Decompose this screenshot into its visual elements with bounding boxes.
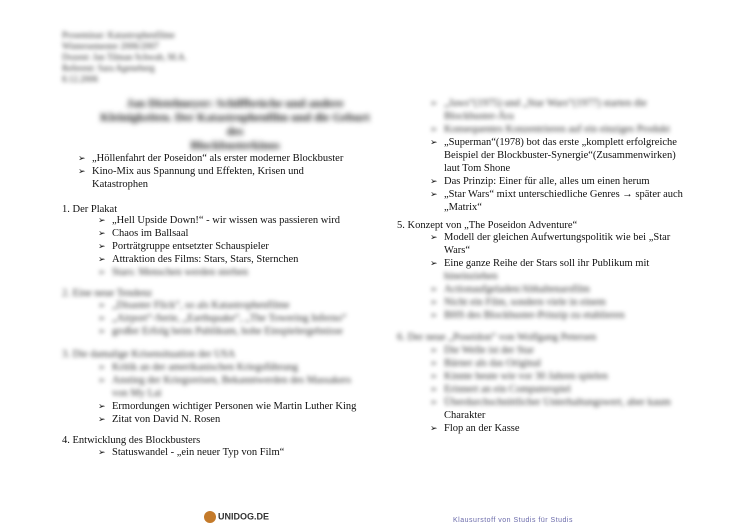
arrow-bullet-icon: ➢	[98, 267, 106, 277]
list-item: von My Lai	[112, 388, 162, 399]
section4-list	[98, 446, 284, 459]
header-line: Referent: Sara Ageneberg	[62, 63, 155, 73]
list-item: Katastrophen	[92, 179, 148, 190]
list-item: Modell der gleichen Aufwertungspolitik wie bei „Star	[444, 232, 671, 243]
list-item: Kinnte heute wie vor 30 Jahren spielen	[444, 371, 608, 382]
header-line: Proseminar: Katastrophenfilme	[62, 30, 175, 40]
list-item: Konsequentes Konzentrieren auf ein einziges Produkt	[444, 124, 670, 135]
section-heading: 4. Entwicklung des Blockbusters	[62, 435, 201, 446]
list-item: Beispiel der Blockbuster-Synergie“(Zusammenwirken)	[444, 150, 676, 161]
arrow-bullet-icon: ➢	[78, 166, 86, 176]
list-item: laut Tom Shone	[444, 163, 511, 174]
arrow-bullet-icon: ➢	[98, 313, 106, 323]
list-item: Eine ganze Reihe der Stars soll ihr Publikum mit	[444, 258, 650, 269]
list-item: „Höllenfahrt der Poseidon“ als erster moderner Blockbuster	[92, 153, 344, 164]
list-item: Die Welle ist der Star	[444, 345, 534, 356]
arrow-bullet-icon: ➢	[430, 397, 438, 407]
arrow-bullet-icon: ➢	[430, 358, 438, 368]
dog-logo-icon	[204, 511, 216, 523]
title-line: Jan Distelmeyer: Schiffbrüche und andere	[126, 96, 344, 110]
document-header	[62, 30, 187, 85]
arrow-bullet-icon: ➢	[98, 362, 106, 372]
arrow-bullet-icon: ➢	[430, 176, 438, 186]
list-item: Kino-Mix aus Spannung und Effekten, Krisen und	[92, 166, 304, 177]
arrow-bullet-icon: ➢	[78, 153, 86, 163]
list-item: „Matrix“	[444, 202, 482, 213]
arrow-bullet-icon: ➢	[98, 254, 106, 264]
list-item: „Jaws“(1975) und „Star Wars“(1977) starten die	[444, 98, 647, 109]
arrow-bullet-icon: ➢	[430, 258, 438, 268]
list-item: Nicht ein Film, sondern viele in einem	[444, 297, 606, 308]
footer-note: Klausurstoff von Studis für Studis	[453, 517, 573, 524]
top-right-list	[430, 97, 683, 214]
section-heading: 3. Die damalige Krisensituation der USA	[62, 349, 236, 360]
section5-list	[430, 231, 670, 322]
list-item: „Star Wars“ mixt unterschiedliche Genres → später auch	[444, 189, 683, 200]
logo-text: UNIDOG.DE	[218, 511, 270, 522]
list-item: hineinziehen	[444, 271, 498, 282]
arrow-bullet-icon: ➢	[430, 384, 438, 394]
list-item: Flop an der Kasse	[444, 423, 520, 434]
list-item: „Hell Upside Down!“ - wir wissen was passieren wird	[112, 215, 341, 226]
list-item: Zitat von David N. Rosen	[112, 414, 221, 425]
list-item: großer Erfolg beim Publikum, hohe Einspielergebnisse	[112, 326, 343, 337]
intro-list	[78, 152, 343, 191]
arrow-bullet-icon: ➢	[98, 300, 106, 310]
section-heading: 1. Der Plakat	[62, 204, 118, 215]
list-item: Überdurchschnittlicher Unterhaltungswert, aber kaum	[444, 397, 671, 408]
list-item: „Disaster Flick“, so als Katastrophenfilme	[112, 300, 290, 311]
arrow-bullet-icon: ➢	[430, 232, 438, 242]
arrow-bullet-icon: ➢	[430, 371, 438, 381]
arrow-bullet-icon: ➢	[98, 447, 106, 457]
section6-list	[430, 344, 671, 435]
section-heading: 6. Der neue „Poseidon“ von Wolfgang Petersen	[397, 332, 597, 343]
section3-list	[98, 361, 356, 426]
arrow-bullet-icon: ➢	[430, 310, 438, 320]
list-item: BHS des Blockbuster-Prinzip zu etablieren	[444, 310, 625, 321]
list-item: Bärner als das Original	[444, 358, 542, 369]
section1-list	[98, 214, 340, 279]
arrow-bullet-icon: ➢	[98, 375, 106, 385]
arrow-bullet-icon: ➢	[430, 189, 438, 199]
section-heading: 2. Eine neue Tendenz	[62, 288, 153, 299]
arrow-bullet-icon: ➢	[98, 326, 106, 336]
arrow-bullet-icon: ➢	[430, 423, 438, 433]
list-item: Porträtgruppe entsetzter Schauspieler	[112, 241, 269, 252]
list-item: Attraktion des Films: Stars, Stars, Sternchen	[112, 254, 299, 265]
arrow-bullet-icon: ➢	[430, 98, 438, 108]
list-item: Actionaufgeladen/Abhaltenarsfilm	[444, 284, 590, 295]
list-item: Anstieg der Kriegsreisen, Bekanntwerden des Massakers	[112, 375, 352, 386]
list-item: Ermordungen wichtiger Personen wie Martin Luther King	[112, 401, 357, 412]
section2-list	[98, 299, 347, 338]
list-item: „Superman“(1978) bot das erste „komplett erfolgreiche	[444, 137, 677, 148]
list-item: Das Prinzip: Einer für alle, alles um einen herum	[444, 176, 650, 187]
header-line: Wintersemester 2006/2007	[62, 41, 159, 51]
section-heading: 5. Konzept von „The Poseidon Adventure“	[397, 220, 578, 231]
list-item: Statuswandel - „ein neuer Typ von Film“	[112, 447, 285, 458]
arrow-bullet-icon: ➢	[98, 241, 106, 251]
arrow-bullet-icon: ➢	[98, 215, 106, 225]
list-item: Kritik an der amerikanischen Kriegsführung	[112, 362, 299, 373]
arrow-bullet-icon: ➢	[430, 284, 438, 294]
list-item: Blockbuster-Ära	[444, 111, 514, 122]
site-logo[interactable]	[204, 511, 269, 523]
list-item: Chaos im Ballsaal	[112, 228, 189, 239]
arrow-bullet-icon: ➢	[98, 228, 106, 238]
list-item: Charakter	[444, 410, 486, 421]
arrow-bullet-icon: ➢	[430, 297, 438, 307]
list-item: Erinnert an ein Computerspiel	[444, 384, 571, 395]
arrow-bullet-icon: ➢	[430, 124, 438, 134]
list-item: „Airport“-Serie, „Earthquake“, „The Towering Inferno“	[112, 313, 347, 324]
arrow-bullet-icon: ➢	[98, 414, 106, 424]
header-line: Dozent: Jan Tilman Schwab, M.A.	[62, 52, 187, 62]
document-title	[100, 96, 370, 152]
title-line: Blockbusterkinos	[190, 138, 280, 152]
arrow-bullet-icon: ➢	[430, 137, 438, 147]
arrow-bullet-icon: ➢	[430, 345, 438, 355]
header-line: 8.12.2006	[62, 74, 98, 84]
list-item: Stars: Menschen werden sterben	[112, 267, 249, 278]
title-line: Kleinigkeiten. Der Katastrophenfilm und die Geburt des	[100, 110, 370, 138]
list-item: Wars“	[444, 245, 470, 256]
arrow-bullet-icon: ➢	[98, 401, 106, 411]
